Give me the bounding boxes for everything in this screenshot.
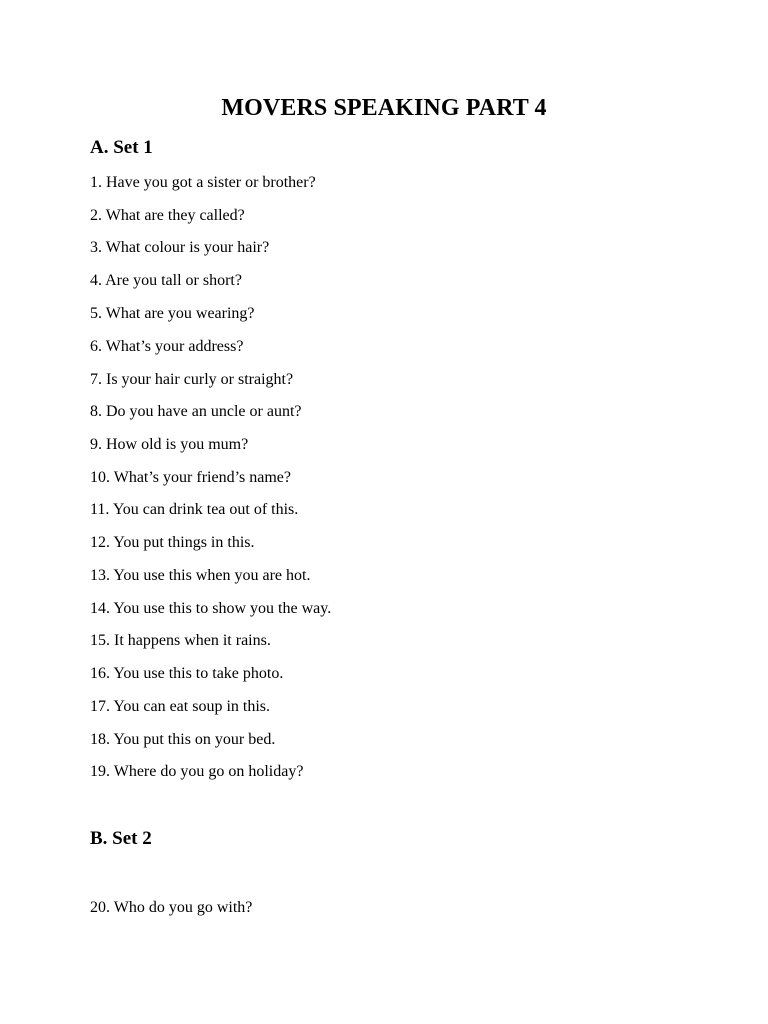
question-17: 17. You can eat soup in this. [90,698,270,715]
question-19: 19. Where do you go on holiday? [90,763,304,780]
question-15: 15. It happens when it rains. [90,632,271,649]
section-heading-set-2: B. Set 2 [90,828,152,849]
question-10: 10. What’s your friend’s name? [90,469,291,486]
question-1: 1. Have you got a sister or brother? [90,174,316,191]
question-20: 20. Who do you go with? [90,899,253,916]
question-7: 7. Is your hair curly or straight? [90,371,294,388]
question-5: 5. What are you wearing? [90,305,255,322]
question-3: 3. What colour is your hair? [90,239,270,256]
question-16: 16. You use this to take photo. [90,665,284,682]
page-title: MOVERS SPEAKING PART 4 [221,95,547,121]
question-2: 2. What are they called? [90,207,245,224]
question-14: 14. You use this to show you the way. [90,600,332,617]
question-4: 4. Are you tall or short? [90,272,242,289]
question-8: 8. Do you have an uncle or aunt? [90,403,302,420]
question-13: 13. You use this when you are hot. [90,567,311,584]
section-heading-set-1: A. Set 1 [90,137,153,158]
question-12: 12. You put things in this. [90,534,255,551]
question-9: 9. How old is you mum? [90,436,249,453]
question-11: 11. You can drink tea out of this. [90,501,299,518]
question-6: 6. What’s your address? [90,338,244,355]
question-18: 18. You put this on your bed. [90,731,276,748]
